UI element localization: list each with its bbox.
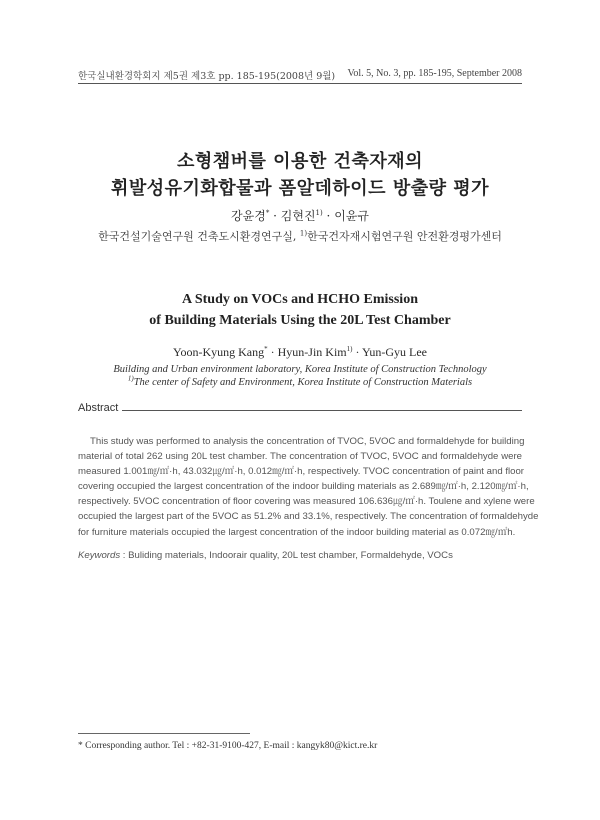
english-authors [0,345,600,360]
author-separator: · [352,345,363,359]
corresponding-author-footnote: * Corresponding author. Tel : +82-31-9100-427, E-mail : kangyk80@kict.re.kr [78,741,378,751]
author-1: Yoon-Kyung Kang [172,345,265,359]
journal-header-korean: 한국실내환경학회지 제5권 제3호 pp. 185-195(2008년 9월) [78,71,336,82]
abstract-label: Abstract [78,402,119,414]
abstract-line: This study was performed to analysis the concentration of TVOC, 5VOC and formaldehyde for building [90,436,525,447]
footnote-rule [78,733,250,734]
author-2: 김현진 [280,209,316,223]
abstract-rule [122,410,522,411]
abstract-line: for furniture materials occupied the largest concentration of the indoor building material as 0.072㎎/㎡h. [78,526,516,538]
english-affiliation-2 [0,374,600,388]
affiliation-2: 한국건자재시험연구원 안전환경평가센터 [307,230,502,243]
abstract-body [78,434,539,540]
author-separator: · [322,209,335,223]
author-1-mark: * [265,209,270,217]
author-separator: · [267,345,278,359]
journal-header-english: Vol. 5, No. 3, pp. 185-195, September 2008 [347,68,522,79]
author-1: 강윤경 [231,209,266,223]
keywords [78,550,453,561]
affiliation-mark: 1) [299,229,308,238]
author-3: Yun-Gyu Lee [362,345,427,359]
abstract-line: respectively. 5VOC concentration of floor covering was measured 106.636㎍/㎡·h. Toulene and xylene were [78,496,535,508]
author-2-mark: 1) [315,209,323,217]
english-title-line2: of Building Materials Using the 20L Test Chamber [149,313,451,328]
abstract-line: material of total 262 using 20L test chamber. The concentration of TVOC, 5VOC and formaldehyde were [78,451,522,463]
author-2: Hyun-Jin Kim [277,345,347,359]
abstract-line: measured 1.001㎎/㎡·h, 43.032㎍/㎡·h, 0.012㎎/㎡·h, respectively. TVOC concentration of paint and floor [78,466,524,478]
header-divider [78,83,522,84]
korean-affiliations [0,228,600,244]
author-1-mark: * [264,345,268,353]
affiliation-text: The center of Safety and Environment, Korea Institute of Construction Materials [133,377,473,388]
keywords-text: : Buliding materials, Indoorair quality, 20L test chamber, Formaldehyde, VOCs [120,550,453,561]
affiliation-1: 한국건설기술연구원 건축도시환경연구실, [98,230,300,243]
abstract-line: occupied the largest part of the 5VOC as 51.2% and 33.1%, respectively. The concentration of formaldehyde [78,511,539,523]
abstract-line: covering occupied the largest concentration of the indoor building materials as 2.689㎎/㎡·h, 2.120㎎/㎡·h, [78,481,529,493]
keywords-label: Keywords [78,550,121,561]
english-affiliation-1: Building and Urban environment laboratory, Korea Institute of Construction Technology [113,364,487,375]
korean-title-line2: 휘발성유기화합물과 폼알데하이드 방출량 평가 [110,178,490,199]
abstract-heading-row [78,402,522,416]
affiliation-mark: 1) [127,374,134,383]
korean-title-line1: 소형챔버를 이용한 건축자재의 [176,151,424,172]
author-separator: · [269,209,281,223]
author-2-mark: 1) [346,345,353,353]
author-3: 이윤규 [334,209,369,223]
english-title-line1: A Study on VOCs and HCHO Emission [182,292,418,307]
korean-authors [0,207,600,224]
